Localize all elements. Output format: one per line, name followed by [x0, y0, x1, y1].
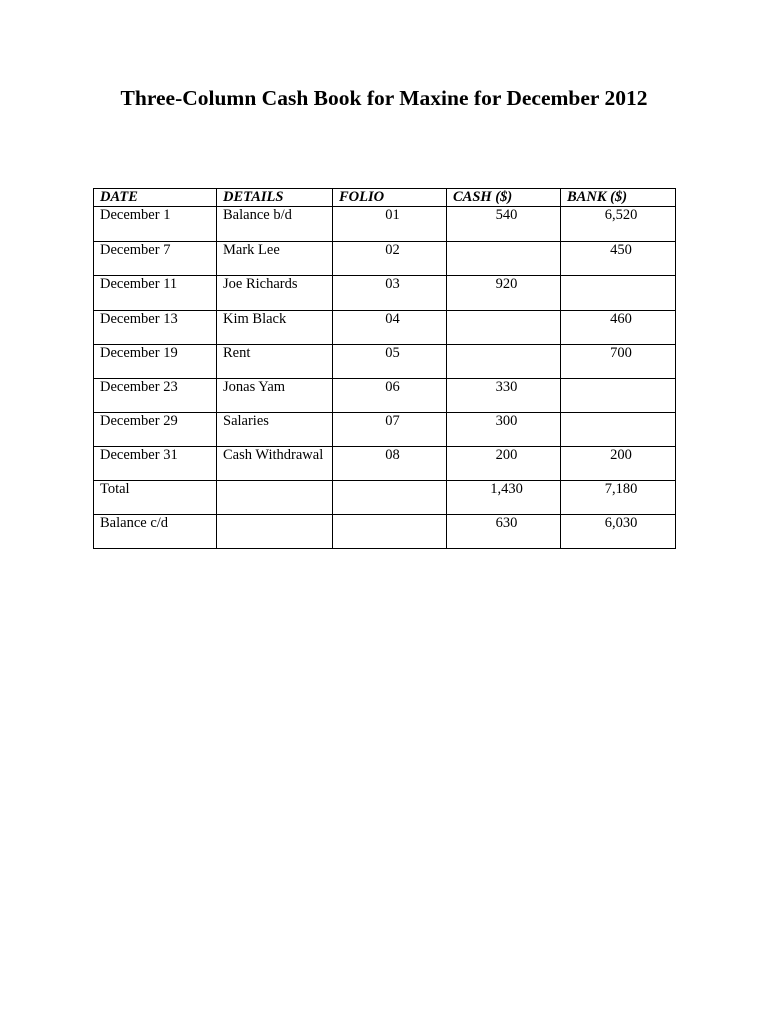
table-row	[94, 345, 676, 379]
cell-folio: 07	[333, 413, 447, 447]
cell-details: Balance b/d	[217, 207, 333, 242]
cell-folio: 03	[333, 276, 447, 311]
cash-book-table	[93, 188, 676, 549]
table-row	[94, 276, 676, 311]
cell-folio: 06	[333, 379, 447, 413]
cell-date: December 11	[94, 276, 217, 311]
cell-folio: 08	[333, 447, 447, 481]
table-row	[94, 379, 676, 413]
cell-folio: 05	[333, 345, 447, 379]
cell-bank: 6,520	[561, 207, 676, 242]
cell-cash: 920	[447, 276, 561, 311]
table-row-total	[94, 481, 676, 515]
cell-folio: 02	[333, 242, 447, 276]
table-row	[94, 311, 676, 345]
table-row-balance	[94, 515, 676, 549]
cell-cash	[447, 311, 561, 345]
cell-bank: 450	[561, 242, 676, 276]
header-date: DATE	[94, 189, 217, 207]
header-bank: BANK ($)	[561, 189, 676, 207]
cell-date: December 23	[94, 379, 217, 413]
cell-date: Total	[94, 481, 217, 515]
cell-folio	[333, 481, 447, 515]
cell-date: Balance c/d	[94, 515, 217, 549]
table-row	[94, 207, 676, 242]
table-row	[94, 242, 676, 276]
cell-date: December 13	[94, 311, 217, 345]
cell-cash: 330	[447, 379, 561, 413]
table-row	[94, 447, 676, 481]
cell-date: December 29	[94, 413, 217, 447]
header-folio: FOLIO	[333, 189, 447, 207]
cell-cash: 1,430	[447, 481, 561, 515]
table-header-row	[94, 189, 676, 207]
cell-cash	[447, 345, 561, 379]
cell-details: Salaries	[217, 413, 333, 447]
cell-date: December 31	[94, 447, 217, 481]
cell-bank	[561, 379, 676, 413]
cell-cash: 540	[447, 207, 561, 242]
header-cash: CASH ($)	[447, 189, 561, 207]
cell-bank: 460	[561, 311, 676, 345]
cell-details: Jonas Yam	[217, 379, 333, 413]
cell-date: December 1	[94, 207, 217, 242]
cell-bank: 6,030	[561, 515, 676, 549]
cell-folio	[333, 515, 447, 549]
cell-details	[217, 515, 333, 549]
cell-details: Kim Black	[217, 311, 333, 345]
cell-date: December 19	[94, 345, 217, 379]
cell-details: Joe Richards	[217, 276, 333, 311]
cell-bank	[561, 276, 676, 311]
cell-bank: 200	[561, 447, 676, 481]
cell-details: Rent	[217, 345, 333, 379]
cell-bank: 7,180	[561, 481, 676, 515]
cell-cash	[447, 242, 561, 276]
cell-cash: 200	[447, 447, 561, 481]
header-details: DETAILS	[217, 189, 333, 207]
cell-folio: 04	[333, 311, 447, 345]
cell-cash: 630	[447, 515, 561, 549]
cell-folio: 01	[333, 207, 447, 242]
cell-date: December 7	[94, 242, 217, 276]
cell-bank	[561, 413, 676, 447]
cell-details: Mark Lee	[217, 242, 333, 276]
table-row	[94, 413, 676, 447]
cell-details	[217, 481, 333, 515]
page-title: Three-Column Cash Book for Maxine for December 2012	[120, 86, 648, 110]
cell-bank: 700	[561, 345, 676, 379]
cell-cash: 300	[447, 413, 561, 447]
cell-details: Cash Withdrawal	[217, 447, 333, 481]
